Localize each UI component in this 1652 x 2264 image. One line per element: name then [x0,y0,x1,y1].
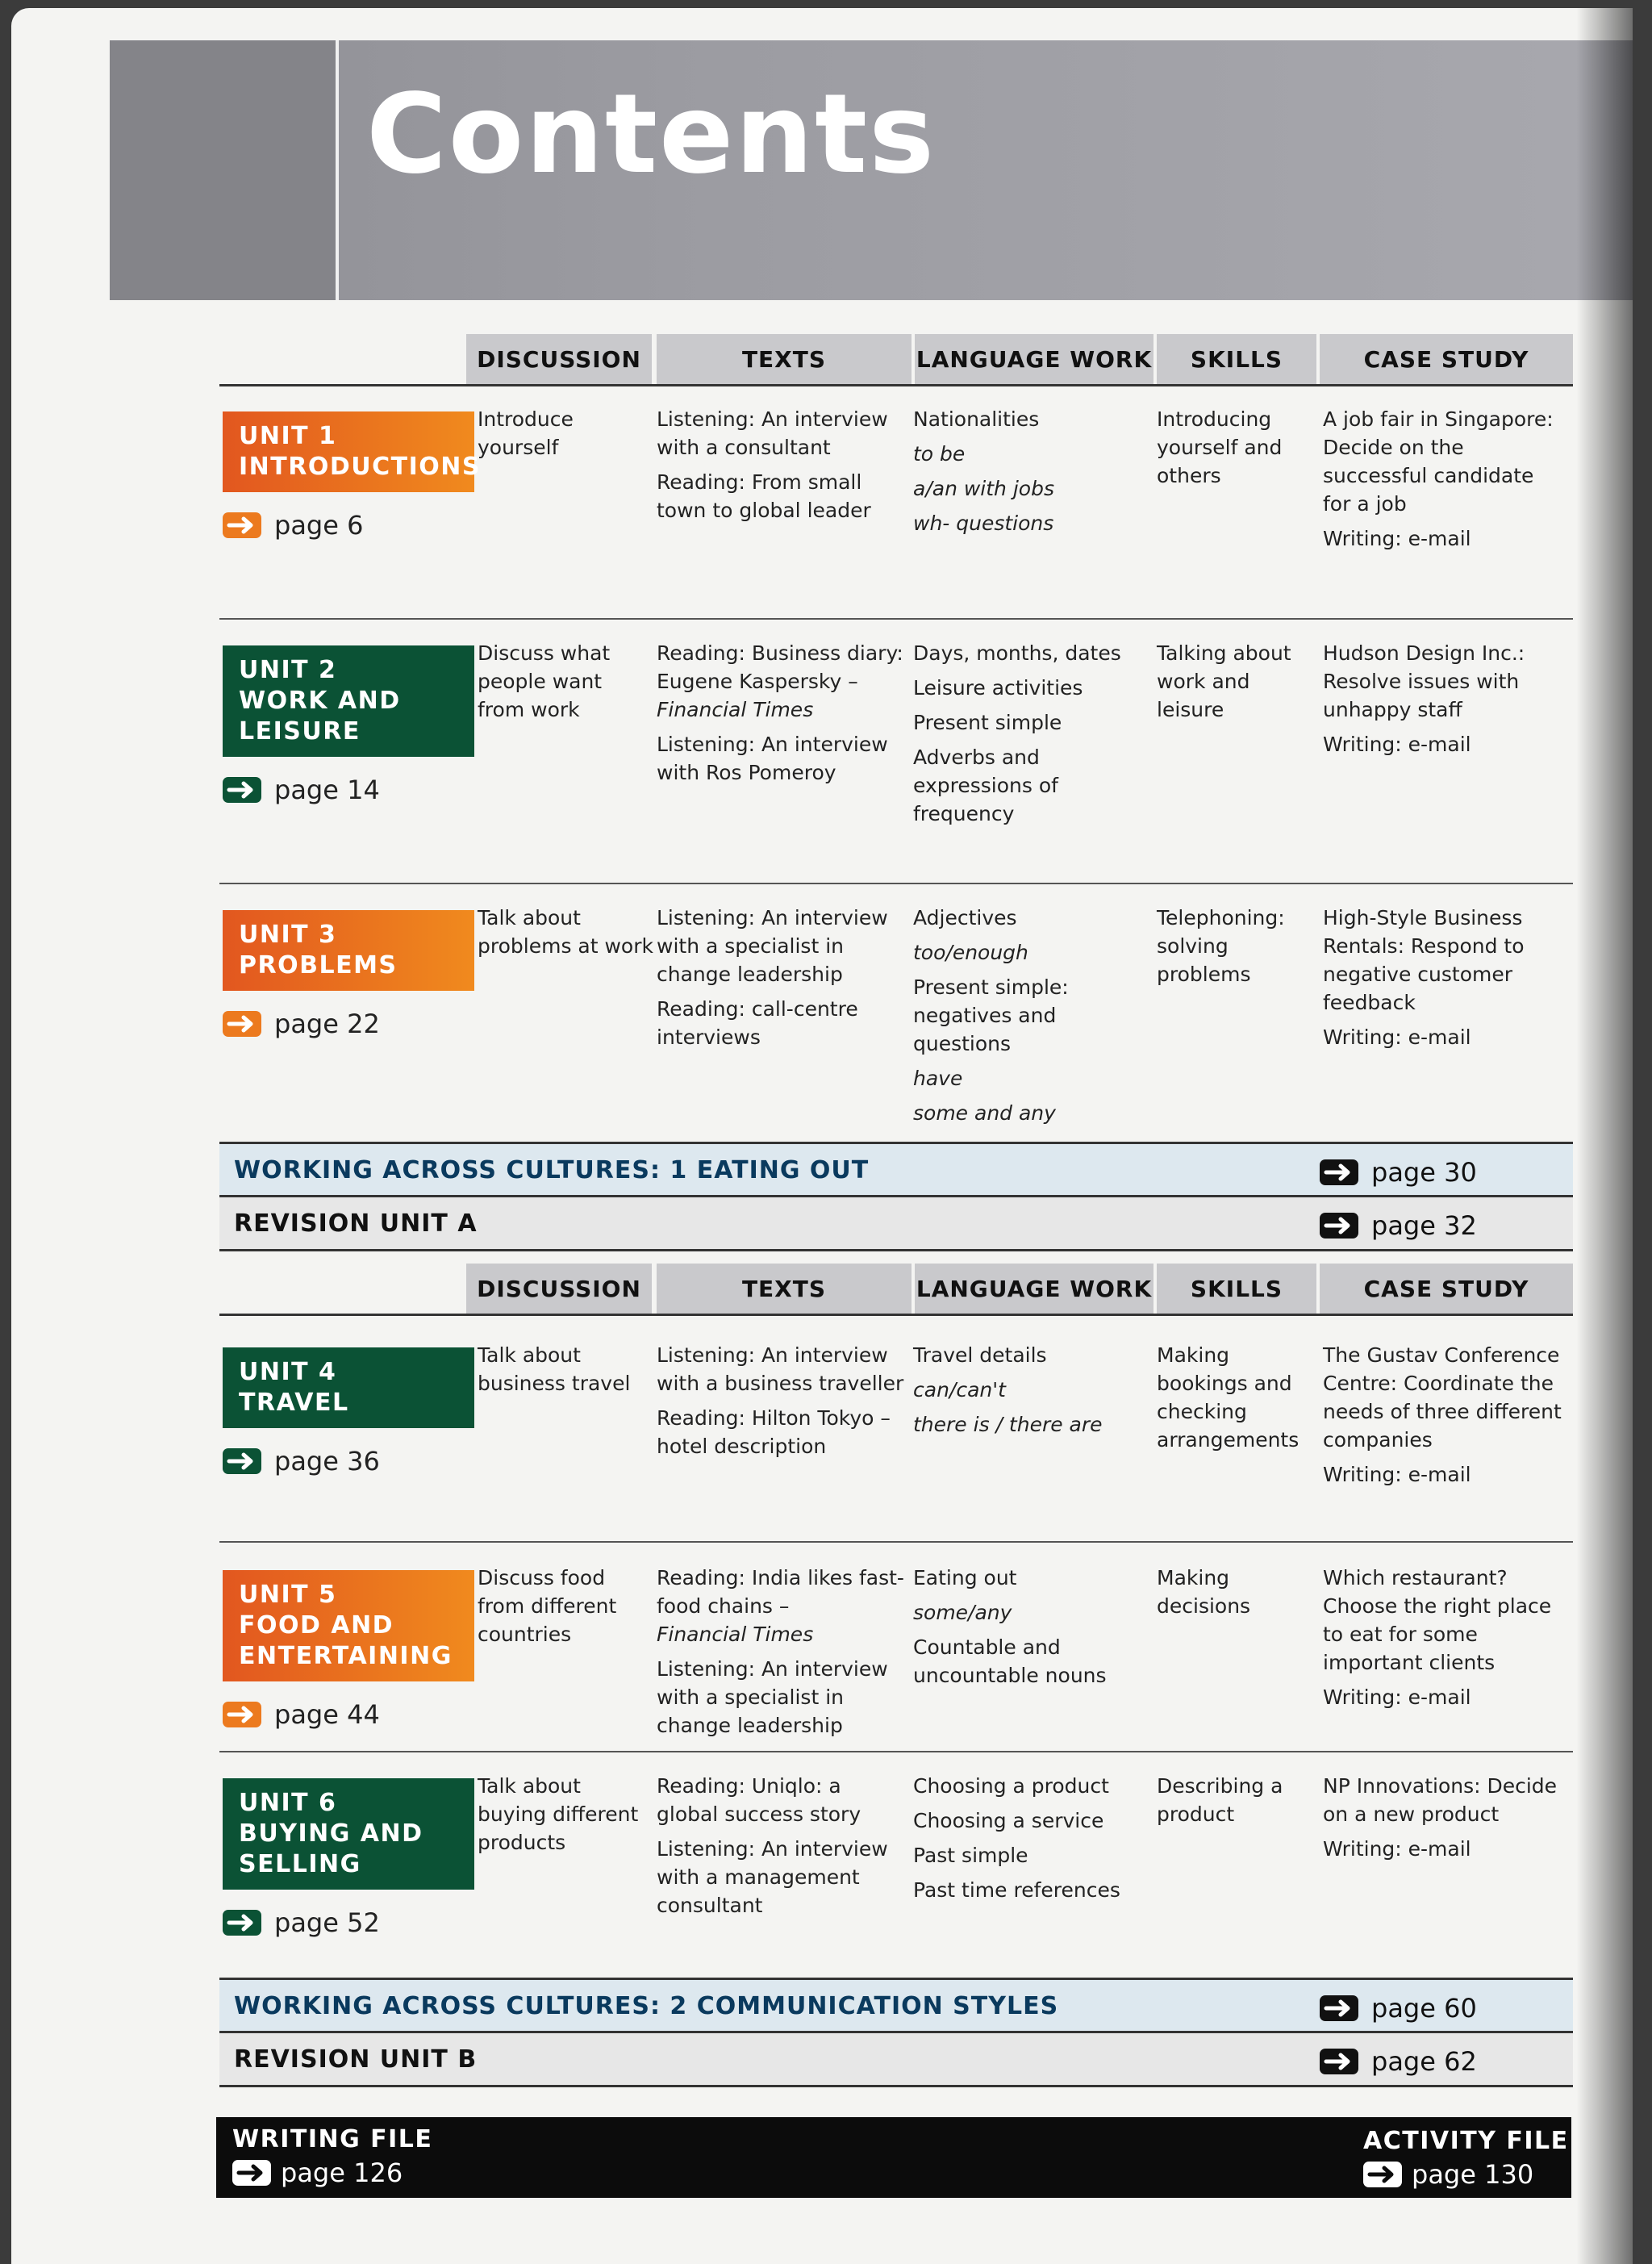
skills-item: Introducing yourself and others [1157,407,1283,487]
case-item: Hudson Design Inc.: Resolve issues with unhappy staff [1323,641,1525,721]
unit-badge[interactable] [223,1570,474,1681]
skills-item: Talking about work and leisure [1157,641,1291,721]
cell-language [913,405,1147,544]
texts-item: Reading: call-centre interviews [657,997,858,1049]
unit-name: WORK AND [239,687,401,715]
skills-item: Telephoning: solving problems [1157,906,1285,986]
case-item: The Gustav Conference Centre: Coordinate the needs of three different companies [1323,1343,1562,1452]
header-rule [219,384,1573,386]
arrow-right-icon [1363,2162,1402,2187]
column-header-case-study: CASE STUDY [1320,334,1573,384]
language-item: to be [913,442,966,466]
band-page-link[interactable] [1320,1157,1477,1188]
unit-page: page 14 [274,775,380,805]
band-page: page 62 [1371,2046,1477,2077]
header-rule [219,1314,1573,1316]
language-item: Choosing a service [913,1809,1104,1832]
texts-item: Reading: Business diary: Eugene Kaspersky – Financial Times [657,641,903,721]
arrow-right-icon [223,1448,261,1474]
writing-file-label: WRITING FILE [232,2125,433,2153]
unit-name: TRAVEL [239,1389,349,1417]
band-page-link[interactable] [1320,2046,1477,2077]
unit-page-link[interactable] [223,1446,380,1477]
cell-skills [1157,405,1315,496]
language-item: have [913,1067,963,1090]
column-header-case-study: CASE STUDY [1320,1264,1573,1314]
texts-item: Reading: India likes fast-food chains – Financial Times [657,1566,904,1646]
language-item: Travel details [913,1343,1047,1367]
unit-page-link[interactable] [223,1699,380,1730]
cell-discussion [478,405,655,468]
unit-page: page 44 [274,1699,380,1730]
case-item: Writing: e-mail [1323,1025,1471,1049]
cell-skills [1157,1564,1315,1627]
cell-language [913,1772,1147,1911]
cell-language [913,639,1147,834]
language-item: Adverbs and expressions of frequency [913,746,1058,825]
discussion-item: Introduce yourself [478,407,574,459]
texts-item: Reading: Hilton Tokyo – hotel description [657,1406,891,1458]
unit-number: UNIT 5 [239,1581,337,1609]
discussion-item: Talk about problems at work [478,906,653,958]
cell-case [1323,1772,1565,1869]
cell-case [1323,904,1565,1058]
unit-badge[interactable] [223,910,474,991]
unit-page-link[interactable] [223,1009,380,1039]
texts-item: Reading: Uniqlo: a global success story [657,1774,861,1826]
cell-case [1323,1564,1565,1718]
case-item: Writing: e-mail [1323,527,1471,550]
unit-page: page 52 [274,1907,380,1938]
arrow-right-icon [223,1910,261,1936]
band-rule [219,2085,1573,2087]
language-item: Past time references [913,1878,1120,1902]
cell-skills [1157,1341,1315,1460]
band-rule [219,1249,1573,1251]
column-header-texts: TEXTS [657,1264,912,1314]
band-label: WORKING ACROSS CULTURES: 2 COMMUNICATION STYLES [234,1991,1059,2020]
discussion-item: Discuss what people want from work [478,641,611,721]
unit-name: LEISURE [239,717,361,746]
cell-texts [657,904,907,1058]
language-item: there is / there are [913,1413,1103,1436]
texts-item: Listening: An interview with a consultant [657,407,888,459]
cell-skills [1157,904,1315,995]
unit-badge[interactable] [223,1347,474,1428]
column-header-language-work: LANGUAGE WORK [915,334,1153,384]
unit-rule [219,1541,1573,1543]
cell-language [913,904,1147,1134]
unit-rule [219,1751,1573,1752]
cell-discussion [478,904,655,967]
unit-name: SELLING [239,1850,361,1878]
unit-name: BUYING AND [239,1819,423,1848]
discussion-item: Discuss food from different countries [478,1566,617,1646]
arrow-right-icon [1320,2049,1358,2074]
skills-item: Making bookings and checking arrangements [1157,1343,1299,1452]
unit-page: page 36 [274,1446,380,1477]
language-item: Countable and uncountable nouns [913,1635,1107,1687]
language-item: Present simple: negatives and questions [913,975,1069,1055]
unit-name: INTRODUCTIONS [239,453,481,481]
unit-number: UNIT 3 [239,921,337,949]
band-page-link[interactable] [1320,1210,1477,1241]
unit-page-link[interactable] [223,1907,380,1938]
texts-item: Listening: An interview with a specialist in change leadership [657,906,888,986]
texts-item: Listening: An interview with a specialist in change leadership [657,1657,888,1737]
language-item: Nationalities [913,407,1040,431]
language-item: wh- questions [913,512,1054,535]
unit-number: UNIT 2 [239,656,337,684]
language-item: Days, months, dates [913,641,1121,665]
cell-texts [657,1772,907,1926]
arrow-right-icon [223,512,261,538]
unit-badge[interactable] [223,645,474,757]
writing-file-link[interactable] [232,2157,403,2188]
cell-case [1323,405,1565,559]
language-item: Leisure activities [913,676,1083,700]
unit-name: PROBLEMS [239,951,398,980]
language-item: Past simple [913,1844,1028,1867]
band-page: page 32 [1371,1210,1477,1241]
column-header-discussion: DISCUSSION [466,334,652,384]
cell-skills [1157,1772,1315,1835]
cell-discussion [478,1772,655,1863]
unit-number: UNIT 4 [239,1358,337,1386]
language-item: Present simple [913,711,1062,734]
writing-file-page: page 126 [281,2157,403,2188]
source-name: Financial Times [657,698,814,721]
language-item: can/can't [913,1378,1006,1401]
arrow-right-icon [223,777,261,803]
discussion-item: Talk about business travel [478,1343,631,1395]
unit-badge[interactable] [223,411,481,492]
arrow-right-icon [1320,1213,1358,1239]
header-left-block [110,40,336,300]
skills-item: Making decisions [1157,1566,1251,1618]
activity-file-page: page 130 [1412,2159,1534,2190]
column-header-discussion: DISCUSSION [466,1264,652,1314]
case-item: Writing: e-mail [1323,1837,1471,1861]
case-item: A job fair in Singapore: Decide on the successful candidate for a job [1323,407,1554,516]
column-header-skills: SKILLS [1157,334,1316,384]
footer-bar [216,2117,1571,2198]
cell-texts [657,1564,907,1746]
band-page: page 60 [1371,1993,1477,2024]
texts-item: Reading: From small town to global leader [657,470,871,522]
cell-texts [657,1341,907,1467]
arrow-right-icon [1320,1159,1358,1185]
skills-item: Describing a product [1157,1774,1283,1826]
unit-rule [219,618,1573,620]
language-item: Choosing a product [913,1774,1109,1798]
arrow-right-icon [1320,1995,1358,2021]
arrow-right-icon [232,2160,271,2186]
unit-page: page 22 [274,1009,380,1039]
column-header-skills: SKILLS [1157,1264,1316,1314]
cell-language [913,1341,1147,1445]
case-item: NP Innovations: Decide on a new product [1323,1774,1558,1826]
cell-language [913,1564,1147,1696]
band-label: REVISION UNIT B [234,2045,478,2074]
case-item: Which restaurant? Choose the right place to eat for some important clients [1323,1566,1552,1674]
cell-discussion [478,1341,655,1404]
unit-number: UNIT 6 [239,1789,337,1817]
cell-case [1323,1341,1565,1495]
language-item: Eating out [913,1566,1017,1589]
header-divider [336,40,339,300]
contents-page [11,8,1633,2264]
cell-discussion [478,639,655,730]
case-item: High-Style Business Rentals: Respond to negative customer feedback [1323,906,1525,1014]
column-header-texts: TEXTS [657,334,912,384]
language-item: Adjectives [913,906,1017,929]
cell-texts [657,405,907,531]
column-header-language-work: LANGUAGE WORK [915,1264,1153,1314]
band-page: page 30 [1371,1157,1477,1188]
unit-name: ENTERTAINING [239,1642,453,1670]
page-title: Contents [366,71,937,198]
language-item: some/any [913,1601,1012,1624]
band-label: WORKING ACROSS CULTURES: 1 EATING OUT [234,1155,870,1184]
unit-number: UNIT 1 [239,422,337,450]
language-item: a/an with jobs [913,477,1054,500]
unit-name: FOOD AND [239,1611,394,1640]
unit-page: page 6 [274,510,364,541]
cell-texts [657,639,907,793]
language-item: too/enough [913,941,1028,964]
source-name: Financial Times [657,1623,814,1646]
cell-discussion [478,1564,655,1655]
cell-skills [1157,639,1315,730]
arrow-right-icon [223,1011,261,1037]
language-item: some and any [913,1101,1056,1125]
texts-item: Listening: An interview with a business traveller [657,1343,904,1395]
texts-item: Listening: An interview with a management consultant [657,1837,888,1917]
case-item: Writing: e-mail [1323,1685,1471,1709]
texts-item: Listening: An interview with Ros Pomeroy [657,733,888,784]
unit-page-link[interactable] [223,775,380,805]
arrow-right-icon [223,1702,261,1727]
activity-file-link[interactable] [1363,2159,1533,2190]
discussion-item: Talk about buying different products [478,1774,639,1854]
unit-badge[interactable] [223,1778,474,1890]
case-item: Writing: e-mail [1323,733,1471,756]
band-label: REVISION UNIT A [234,1209,478,1238]
cell-case [1323,639,1565,765]
unit-page-link[interactable] [223,510,363,541]
band-page-link[interactable] [1320,1993,1477,2024]
unit-rule [219,883,1573,884]
activity-file-label: ACTIVITY FILE [1363,2127,1569,2155]
case-item: Writing: e-mail [1323,1463,1471,1486]
